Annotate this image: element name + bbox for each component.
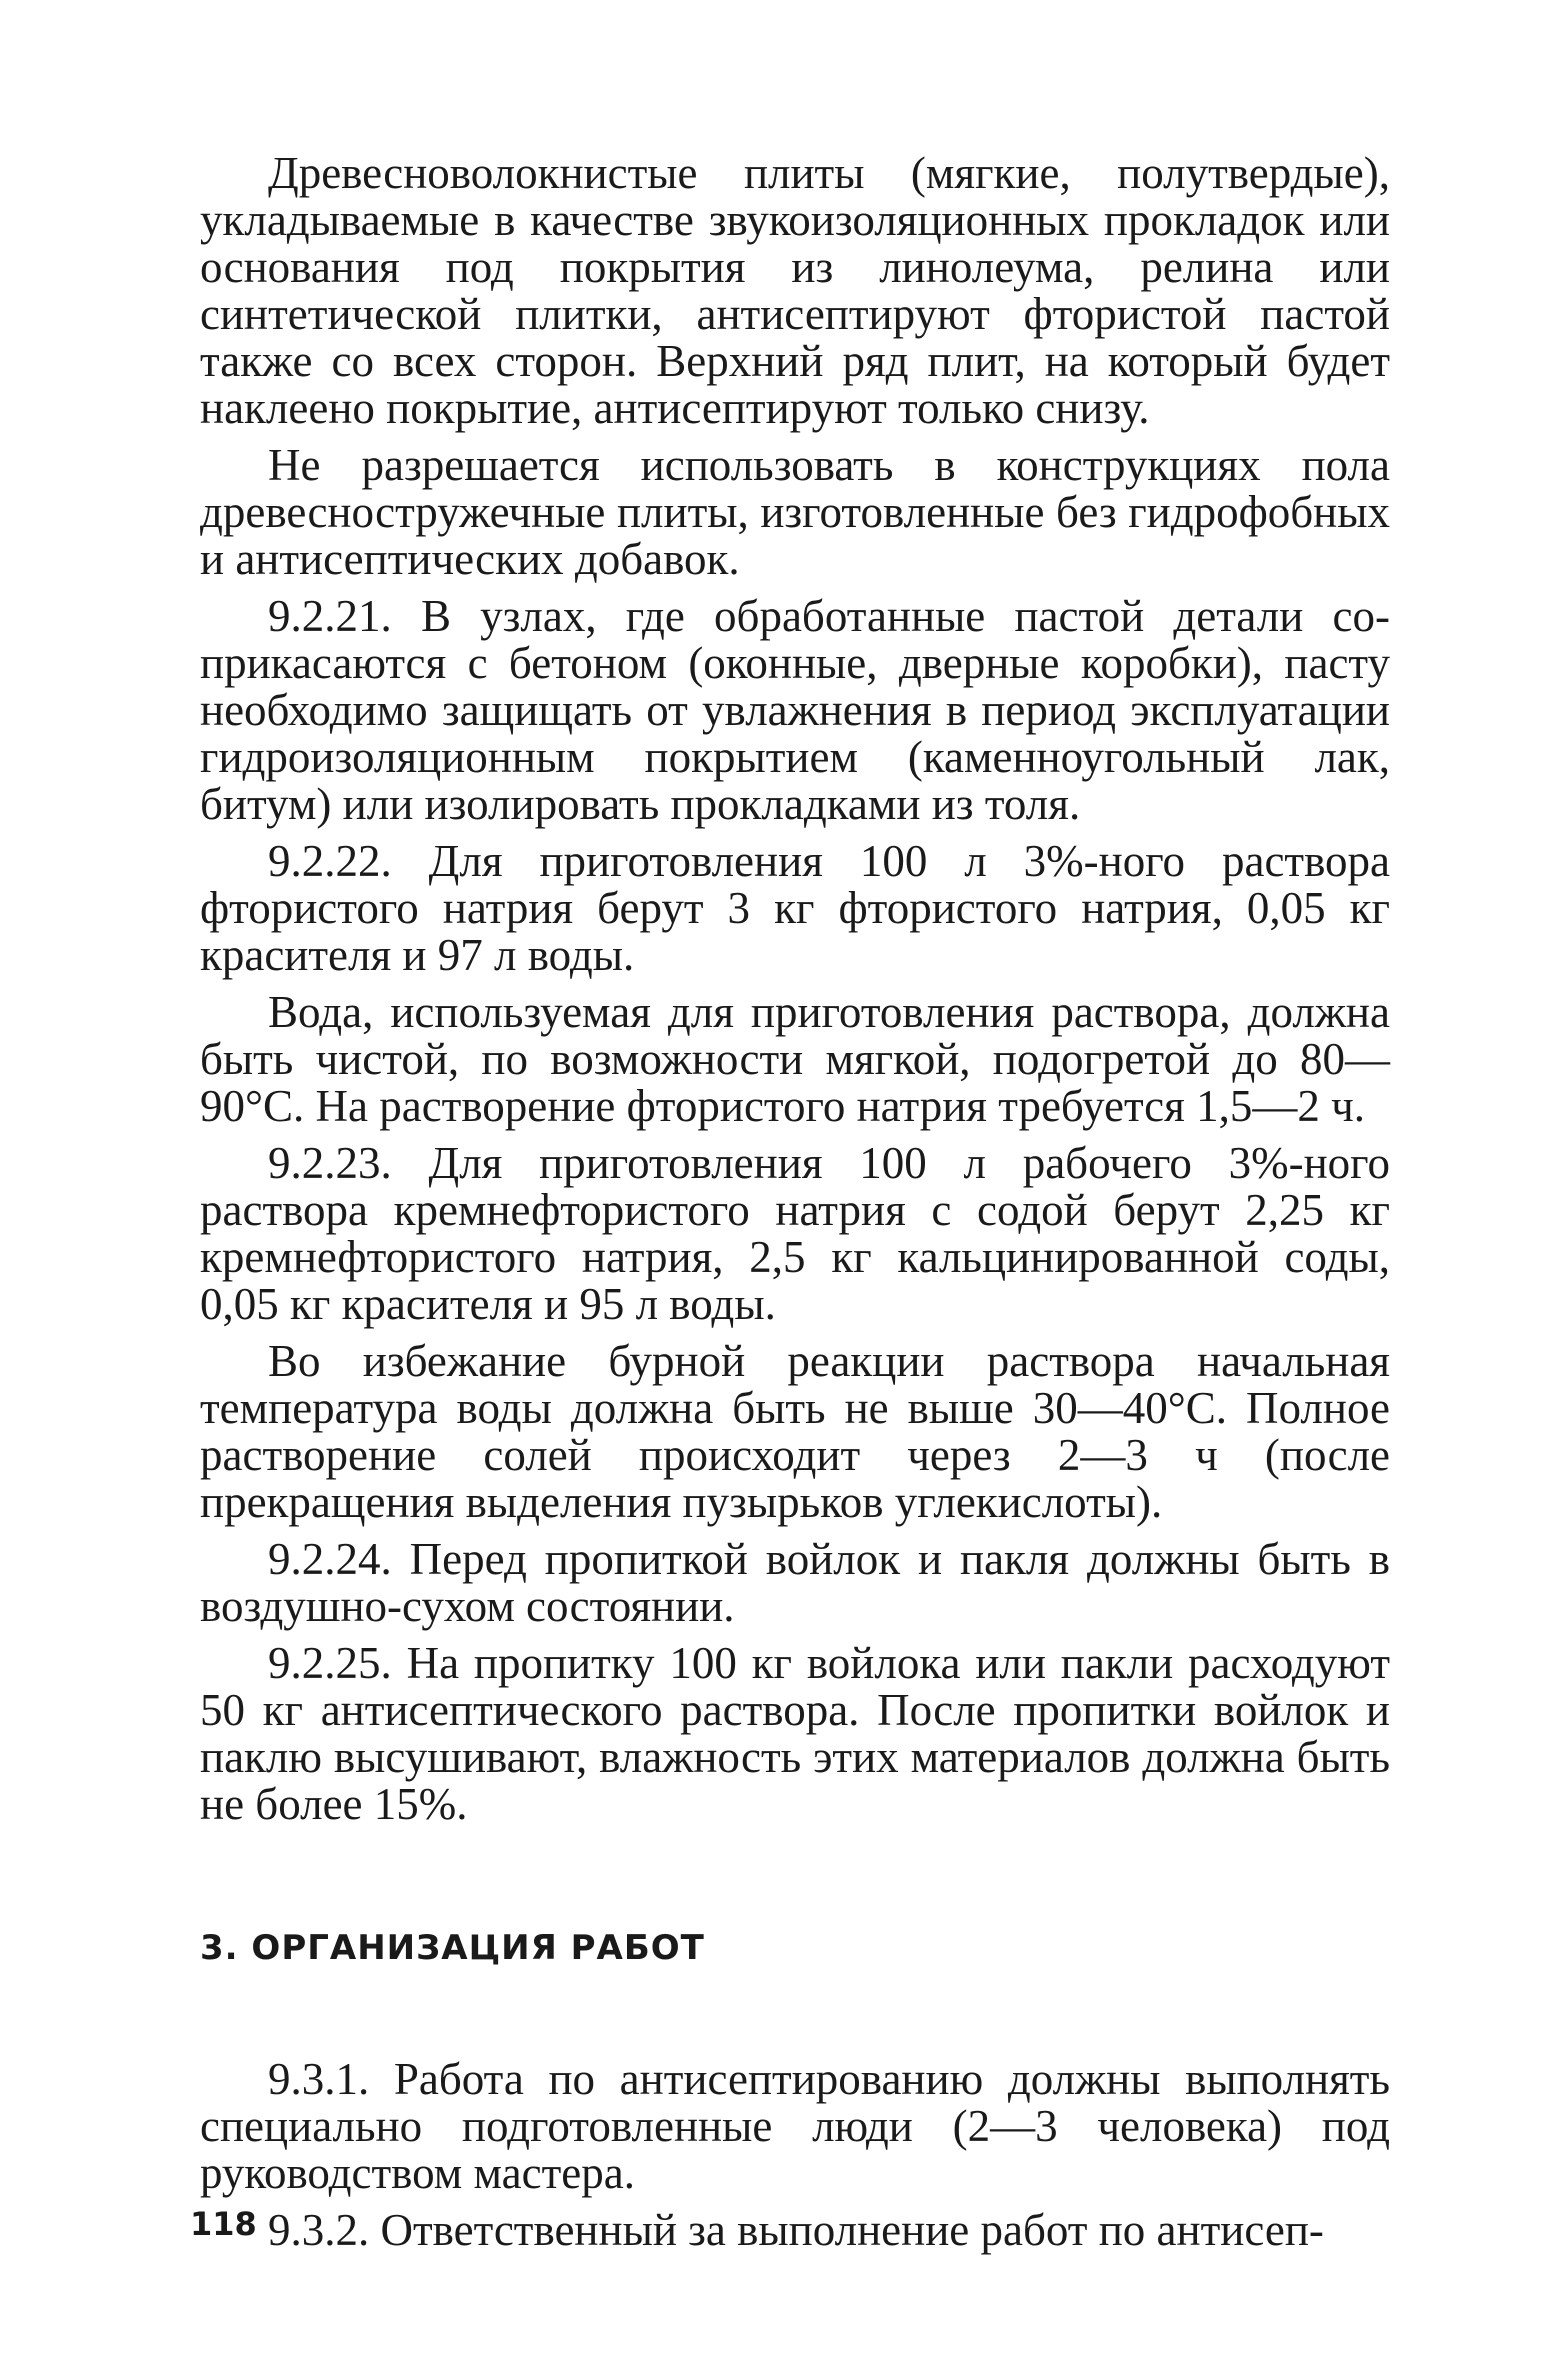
paragraph-water: Вода, используемая для приготовления раствора, должна быть чистой, по возможности мягкой, подогретой до 80—90°С. На растворение фтористого натрия требуется 1,5—2 ч.	[200, 987, 1390, 1131]
paragraph-9-3-2: 9.3.2. Ответственный за выполнение работ по антисеп-	[268, 2205, 1324, 2255]
paragraph-9-2-23: 9.2.23. Для приготовления 100 л рабочего 3%-ного раствора кремнефтористого натрия с содой берут 2,25 кг кремнефтористого натрия, 2,5 кг кальцинированной соды, 0,05 кг красителя и 95 л воды.	[200, 1138, 1390, 1329]
paragraph-9-3-1: 9.3.1. Работа по антисептированию должны выполнять специально подготовленные люди (2—3 человека) под руководством мастера.	[200, 2054, 1390, 2198]
page-body	[200, 150, 1390, 2264]
page-number: 118	[190, 2205, 257, 2243]
paragraph-chipboard: Не разрешается использовать в конструкциях пола древесностружечные плиты, изготовленные без гидрофобных и антисептических добавок.	[200, 440, 1390, 584]
paragraph-9-2-22: 9.2.22. Для приготовления 100 л 3%-ного раствора фтористого натрия берут 3 кг фтористого натрия, 0,05 кг красителя и 97 л воды.	[200, 836, 1390, 980]
paragraph-9-2-24: 9.2.24. Перед пропиткой войлок и пакля должны быть в воздушно-сухом состоянии.	[200, 1534, 1390, 1631]
paragraph-fiberboard: Древесноволокнистые плиты (мягкие, полутвердые), укладываемые в качестве звукоизоляционных прокладок или основания под покрытия из линолеума, релина или синтетической плитки, антисептируют фтористой пастой также со всех сторон. Верхний ряд плит, на который будет наклеено покрытие, антисептируют только снизу.	[200, 148, 1390, 433]
paragraph-9-2-25: 9.2.25. На пропитку 100 кг войлока или пакли расходуют 50 кг антисептического раствора. После пропитки войлок и паклю высушивают, влажность этих материалов должна быть не более 15%.	[200, 1638, 1390, 1829]
paragraph-reaction: Во избежание бурной реакции раствора начальная температура воды должна быть не выше 30—40°С. Полное растворение солей происходит через 2—3 ч (после прекращения выделения пузырьков углекислоты).	[200, 1336, 1390, 1527]
paragraph-9-2-21: 9.2.21. В узлах, где обработанные пастой детали соприкасаются с бетоном (оконные, дверные коробки), пасту необходимо защищать от увлажнения в период эксплуатации гидроизоляционным покрытием (каменноугольный лак, битум) или изолировать прокладками из толя.	[200, 591, 1390, 829]
section-title: 3. ОРГАНИЗАЦИЯ РАБОТ	[200, 1928, 705, 1968]
